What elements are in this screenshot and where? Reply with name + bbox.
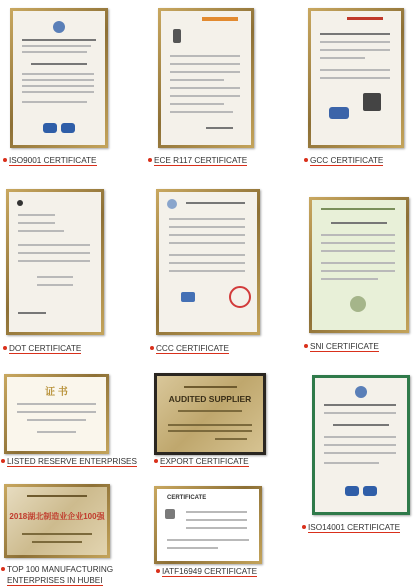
iatf-title: CERTIFICATE bbox=[167, 495, 207, 501]
dot-frame bbox=[6, 189, 104, 335]
ece-caption: ECE R117 CERTIFICATE bbox=[148, 156, 247, 166]
export-plaque-image bbox=[157, 376, 263, 452]
gcc-document-image bbox=[311, 11, 401, 145]
iso14001-frame bbox=[312, 375, 410, 515]
ccc-certificate[interactable] bbox=[140, 180, 280, 355]
dot-certificate[interactable] bbox=[0, 180, 140, 355]
top100-title: 2018湖北制造业企业100强 bbox=[9, 512, 105, 521]
iso9001-document-image bbox=[13, 11, 105, 145]
iso9001-caption: ISO9001 CERTIFICATE bbox=[3, 156, 97, 166]
iatf-document-image bbox=[157, 489, 259, 561]
ece-certificate[interactable] bbox=[140, 0, 280, 170]
ccc-document-image bbox=[159, 192, 257, 332]
ece-frame bbox=[158, 8, 254, 148]
export-caption: EXPORT CERTIFICATE bbox=[154, 457, 249, 467]
top100-caption-line2: ENTERPRISES IN HUBEI bbox=[7, 576, 103, 585]
bullet-dot-icon bbox=[148, 158, 152, 162]
bullet-dot-icon bbox=[154, 459, 158, 463]
iso14001-document-image bbox=[315, 378, 407, 512]
iso14001-certificate[interactable] bbox=[280, 365, 417, 535]
top100-frame bbox=[4, 484, 110, 558]
listed-frame bbox=[4, 374, 109, 454]
bullet-dot-icon bbox=[302, 525, 306, 529]
iso14001-caption: ISO14001 CERTIFICATE bbox=[302, 523, 400, 533]
listed-caption: LISTED RESERVE ENTERPRISES bbox=[1, 457, 137, 467]
bullet-dot-icon bbox=[150, 346, 154, 350]
export-frame bbox=[154, 373, 266, 455]
listed-reserve-certificate[interactable] bbox=[0, 365, 140, 470]
iatf-frame bbox=[154, 486, 262, 564]
bullet-dot-icon bbox=[1, 567, 5, 571]
sni-caption: SNI CERTIFICATE bbox=[304, 342, 379, 352]
iso9001-frame bbox=[10, 8, 108, 148]
bullet-dot-icon bbox=[304, 344, 308, 348]
bullet-dot-icon bbox=[3, 158, 7, 162]
listed-title: 证 书 bbox=[45, 387, 68, 398]
bullet-dot-icon bbox=[156, 569, 160, 573]
sni-frame bbox=[309, 197, 409, 333]
export-certificate[interactable] bbox=[140, 365, 280, 470]
top100-certificate[interactable] bbox=[0, 478, 140, 588]
export-title: AUDITED SUPPLIER bbox=[168, 394, 252, 404]
top100-caption-line1: TOP 100 MANUFACTURING bbox=[1, 565, 113, 575]
iatf-caption: IATF16949 CERTIFICATE bbox=[156, 567, 257, 577]
dot-caption: DOT CERTIFICATE bbox=[3, 344, 81, 354]
top100-plaque-image bbox=[7, 487, 107, 555]
listed-document-image bbox=[7, 377, 106, 451]
gcc-certificate[interactable] bbox=[280, 0, 417, 170]
sni-certificate[interactable] bbox=[280, 180, 417, 355]
bullet-dot-icon bbox=[304, 158, 308, 162]
ccc-caption: CCC CERTIFICATE bbox=[150, 344, 229, 354]
bullet-dot-icon bbox=[3, 346, 7, 350]
ece-document-image bbox=[161, 11, 251, 145]
gcc-caption: GCC CERTIFICATE bbox=[304, 156, 383, 166]
ccc-frame bbox=[156, 189, 260, 335]
gcc-frame bbox=[308, 8, 404, 148]
iso9001-certificate[interactable] bbox=[0, 0, 140, 170]
bullet-dot-icon bbox=[1, 459, 5, 463]
iatf-certificate[interactable] bbox=[140, 478, 280, 588]
dot-document-image bbox=[9, 192, 101, 332]
sni-document-image bbox=[312, 200, 406, 330]
